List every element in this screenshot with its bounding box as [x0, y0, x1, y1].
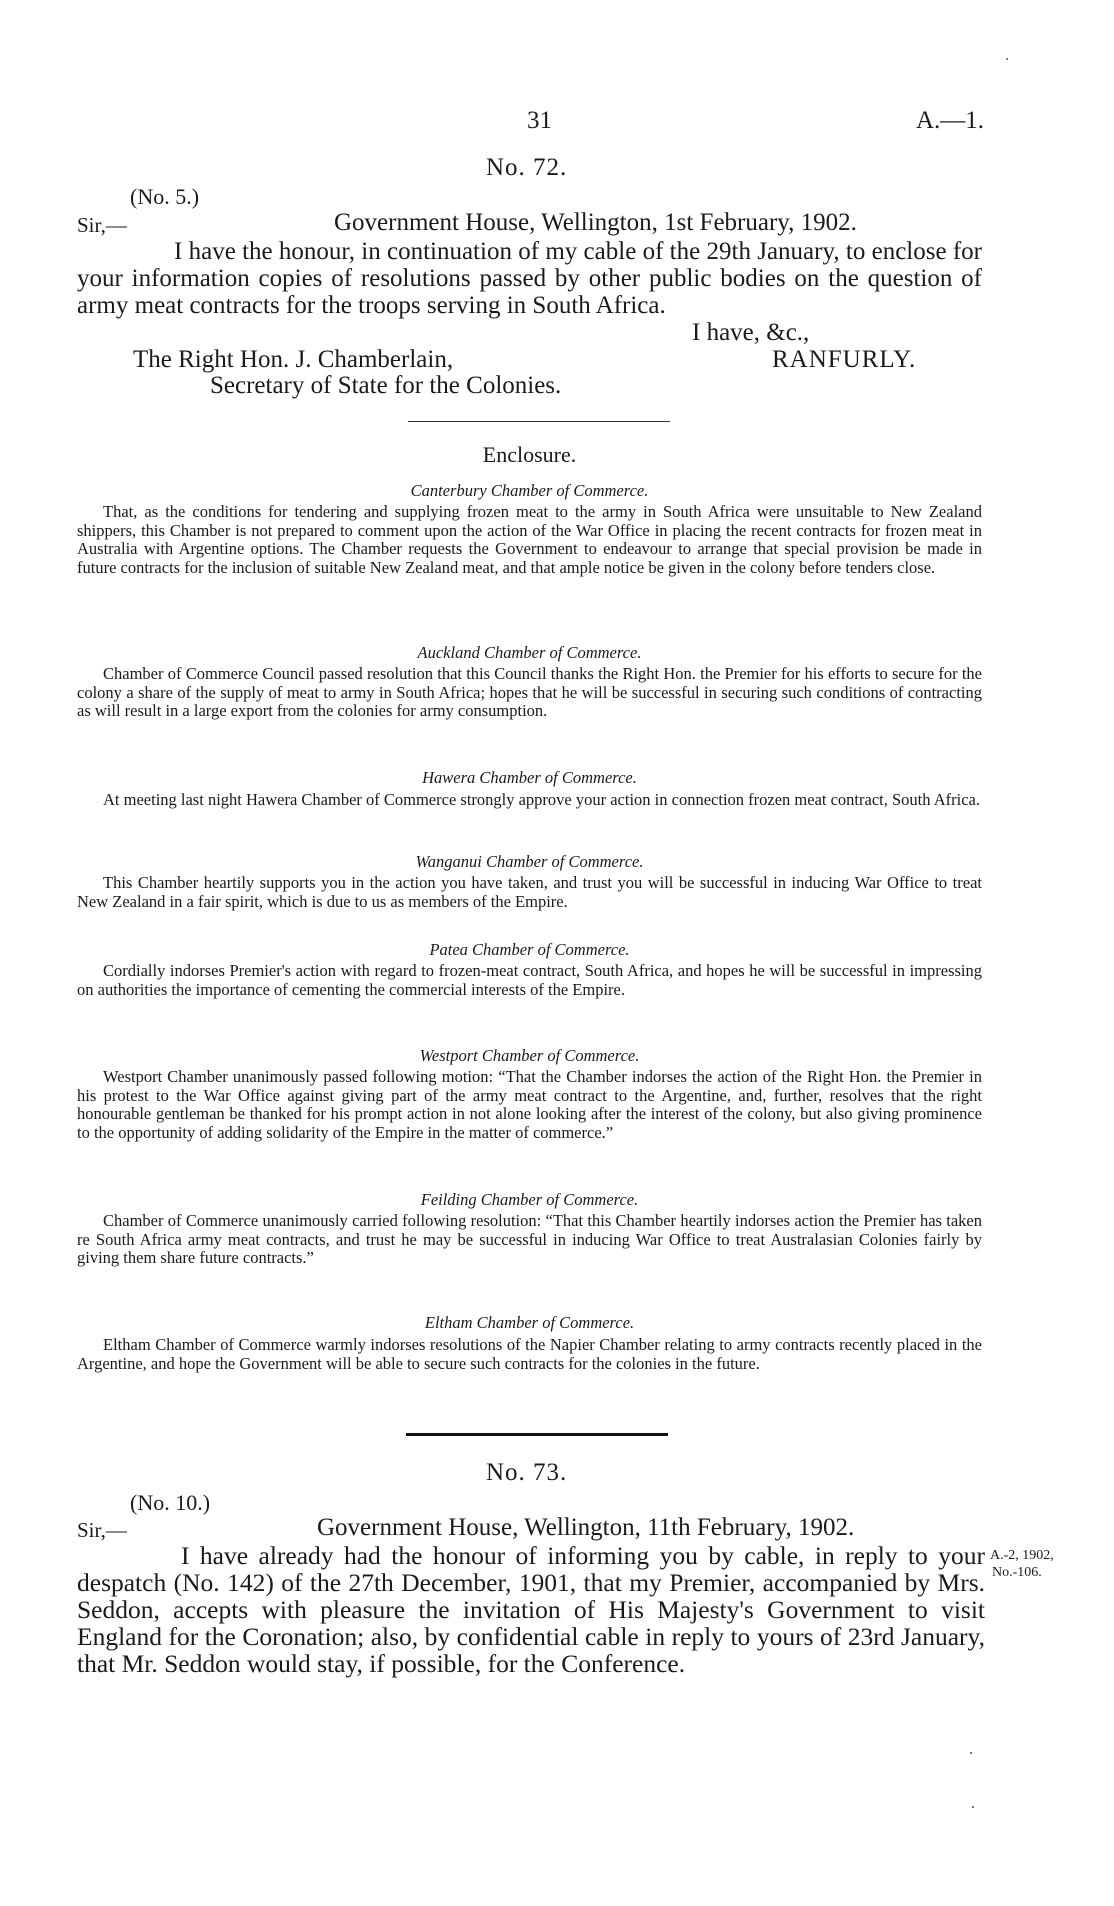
salutation: Sir,— [77, 1518, 127, 1542]
salutation: Sir,— [77, 213, 127, 237]
resolution-heading: Eltham Chamber of Commerce. [424, 1313, 635, 1332]
signature: RANFURLY. [772, 346, 917, 373]
resolution-heading: Hawera Chamber of Commerce. [422, 768, 637, 787]
enclosure-title: Enclosure. [482, 442, 577, 467]
place-and-date: Government House, Wellington, 11th February, 1902. [317, 1514, 855, 1541]
page-number: 31 [527, 107, 552, 134]
letter-body: I have already had the honour of informing you by cable, in reply to your despatch (No. 142) of the 27th December, 1901, that my Premier, accompanied by Mrs. Seddon, accepts with pleasure the invitation of His Majesty's Government to visit England for the Coronation; also, by confidential cable in reply to yours of 23rd January, that Mr. Seddon would stay, if possible, for the Conference. [77, 1541, 985, 1678]
section-divider-thick [406, 1433, 668, 1436]
margin-reference: A.-2, 1902, [990, 1548, 1054, 1563]
resolution-text: Cordially indorses Premier's action with regard to frozen-meat contract, South Africa, and hopes he will be successful in impressing on authorities the importance of cementing the commercial interests of the Empire. [77, 961, 982, 999]
resolution-text: Chamber of Commerce unanimously carried following resolution: “That this Chamber heartily indorses action the Premier has taken re South Africa army meat contracts, and trust he may be successful in inducing War Office to treat Australasian Colonies fairly by giving them share future contracts.” [77, 1211, 982, 1267]
resolution-heading: Feilding Chamber of Commerce. [420, 1190, 639, 1209]
despatch-number: (No. 5.) [130, 184, 200, 209]
resolution-heading: Auckland Chamber of Commerce. [417, 643, 642, 662]
letter-number: No. 72. [486, 154, 568, 181]
resolution-text: At meeting last night Hawera Chamber of Commerce strongly approve your action in connection frozen meat contract, South Africa. [103, 790, 980, 809]
resolution-heading: Wanganui Chamber of Commerce. [415, 852, 644, 871]
addressee: The Right Hon. J. Chamberlain, [133, 346, 454, 373]
resolution-text: Chamber of Commerce Council passed resolution that this Council thanks the Right Hon. the Premier for his efforts to secure for the colony a share of the supply of meat to army in South Africa; hopes that he will be successful in securing such conditions of contracting as will result in a large export from the colonies for army consumption. [77, 664, 982, 720]
resolution-heading: Patea Chamber of Commerce. [429, 940, 630, 959]
despatch-number: (No. 10.) [130, 1490, 211, 1515]
scan-speck [1006, 58, 1008, 60]
resolution-heading: Canterbury Chamber of Commerce. [410, 481, 649, 500]
scan-speck [970, 1752, 972, 1754]
letter-number: No. 73. [486, 1459, 568, 1486]
resolution-text: Eltham Chamber of Commerce warmly indorses resolutions of the Napier Chamber relating to army contracts recently placed in the Argentine, and hope the Government will be able to secure such contracts for the colonies in the future. [77, 1335, 982, 1373]
resolution-text: Westport Chamber unanimously passed following motion: “That the Chamber indorses the action of the Right Hon. the Premier in his protest to the War Office against giving part of the army meat contract to the Argentine, and, further, resolves that the right honourable gentleman be thanked for his prompt action in not alone looking after the interest of the colony, but also giving prominence to the opportunity of adding solidarity of the Empire in the matter of commerce.” [77, 1067, 982, 1142]
resolution-text: This Chamber heartily supports you in the action you have taken, and trust you will be successful in inducing War Office to treat New Zealand in a fair spirit, which is due to us as members of the Empire. [77, 873, 982, 911]
closing: I have, &c., [692, 319, 810, 346]
document-reference: A.—1. [916, 107, 985, 134]
resolution-text: That, as the conditions for tendering and supplying frozen meat to the army in South Africa were unsuitable to New Zealand shippers, this Chamber is not prepared to comment upon the action of the War Office in placing the recent contracts for frozen meat in Australia with Argentine options. The Chamber requests the Government to endeavour to arrange that special provision be made in future contracts for the inclusion of suitable New Zealand meat, and that ample notice be given in the colony before tenders close. [77, 502, 982, 577]
resolution-heading: Westport Chamber of Commerce. [419, 1046, 640, 1065]
scan-speck [972, 1806, 974, 1808]
section-divider [408, 421, 670, 422]
margin-reference: No.-106. [992, 1565, 1042, 1580]
addressee-title: Secretary of State for the Colonies. [210, 372, 562, 399]
place-and-date: Government House, Wellington, 1st February, 1902. [334, 209, 857, 236]
letter-body: I have the honour, in continuation of my cable of the 29th January, to enclose for your information copies of resolutions passed by other public bodies on the question of army meat contracts for the troops serving in South Africa. [77, 238, 982, 319]
